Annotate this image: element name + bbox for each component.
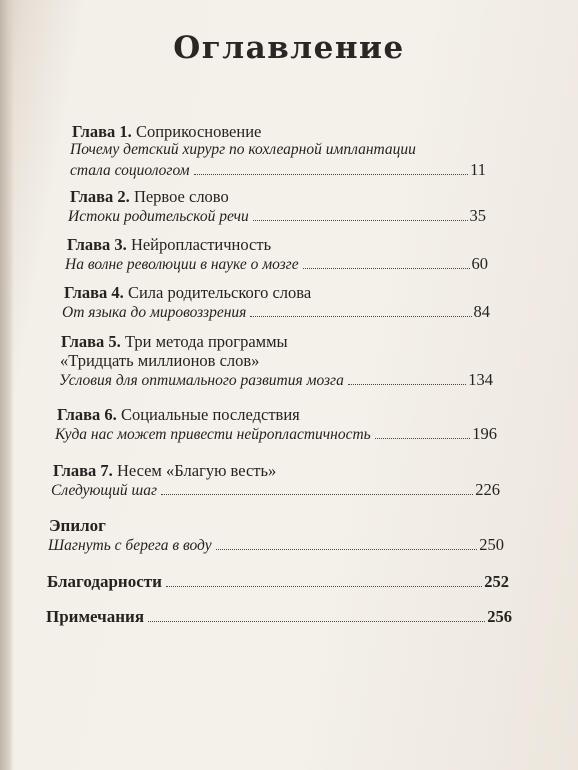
page-number: 134 (468, 370, 493, 389)
page-number: 196 (472, 424, 497, 443)
page-title: Оглавление (173, 30, 405, 66)
chapter-label: Глава 4. (64, 283, 124, 302)
chapter-name: Сила родительского слова (127, 283, 312, 302)
chapter-name: Соприкосновение (135, 122, 262, 141)
toc-chapter-2-heading[interactable] (70, 187, 229, 207)
toc-chapter-4-heading[interactable] (64, 283, 311, 303)
page-number: 250 (479, 535, 504, 554)
toc-chapter-1-subtitle-line1: Почему детский хирург по кохлеарной имплантации (70, 141, 416, 158)
toc-chapter-3-subtitle: На волне революции в науке о мозге 60 (65, 254, 488, 273)
toc-chapter-7-heading[interactable] (53, 461, 276, 481)
leader-dots (161, 494, 473, 495)
toc-chapter-5-heading-line2: «Тридцать миллионов слов» (60, 351, 260, 370)
chapter-name: Нейропластичность (130, 235, 272, 254)
page-number: 60 (471, 254, 488, 273)
toc-chapter-1-subtitle-line2: стала социологом 11 (70, 160, 486, 179)
leader-dots (166, 586, 482, 587)
page-number: 35 (469, 206, 486, 225)
chapter-label: Глава 7. (53, 461, 113, 480)
leader-dots (348, 384, 466, 385)
chapter-name: Социальные последствия (120, 405, 300, 424)
leader-dots (250, 316, 471, 317)
toc-chapter-4-subtitle: От языка до мировоззрения 84 (62, 302, 490, 321)
chapter-name: Первое слово (133, 187, 229, 206)
leader-dots (253, 220, 468, 221)
leader-dots (216, 549, 478, 550)
leader-dots (148, 621, 485, 622)
chapter-name: Несем «Благую весть» (116, 461, 277, 480)
chapter-label: Глава 2. (70, 187, 130, 206)
toc-chapter-7-subtitle: Следующий шаг 226 (51, 480, 500, 499)
toc-chapter-2-subtitle: Истоки родительской речи 35 (68, 206, 486, 225)
leader-dots (303, 268, 470, 269)
leader-dots (375, 438, 471, 439)
page-number: 84 (473, 302, 490, 321)
toc-acknowledgements[interactable]: Благодарности 252 (47, 572, 509, 591)
page-number: 252 (484, 572, 509, 591)
toc-chapter-6-heading[interactable] (57, 405, 300, 425)
toc-epilogue-subtitle: Шагнуть с берега в воду 250 (48, 535, 504, 554)
page-number: 256 (487, 607, 512, 626)
chapter-label: Глава 3. (67, 235, 127, 254)
toc-notes[interactable]: Примечания 256 (46, 607, 512, 626)
toc-chapter-5-heading[interactable] (61, 332, 288, 352)
chapter-name: Три метода программы (124, 332, 288, 351)
chapter-label: Глава 6. (57, 405, 117, 424)
toc-epilogue-heading[interactable]: Эпилог (49, 516, 106, 535)
chapter-label: Глава 1. (72, 122, 132, 141)
chapter-label: Глава 5. (61, 332, 121, 351)
toc-chapter-6-subtitle: Куда нас может привести нейропластичность 196 (55, 424, 497, 443)
page-number: 226 (475, 480, 500, 499)
page-number: 11 (470, 160, 486, 179)
leader-dots (194, 174, 469, 175)
toc-chapter-5-subtitle: Условия для оптимального развития мозга 134 (59, 370, 493, 389)
toc-chapter-3-heading[interactable] (67, 235, 271, 255)
toc-chapter-1-heading[interactable] (72, 122, 261, 142)
